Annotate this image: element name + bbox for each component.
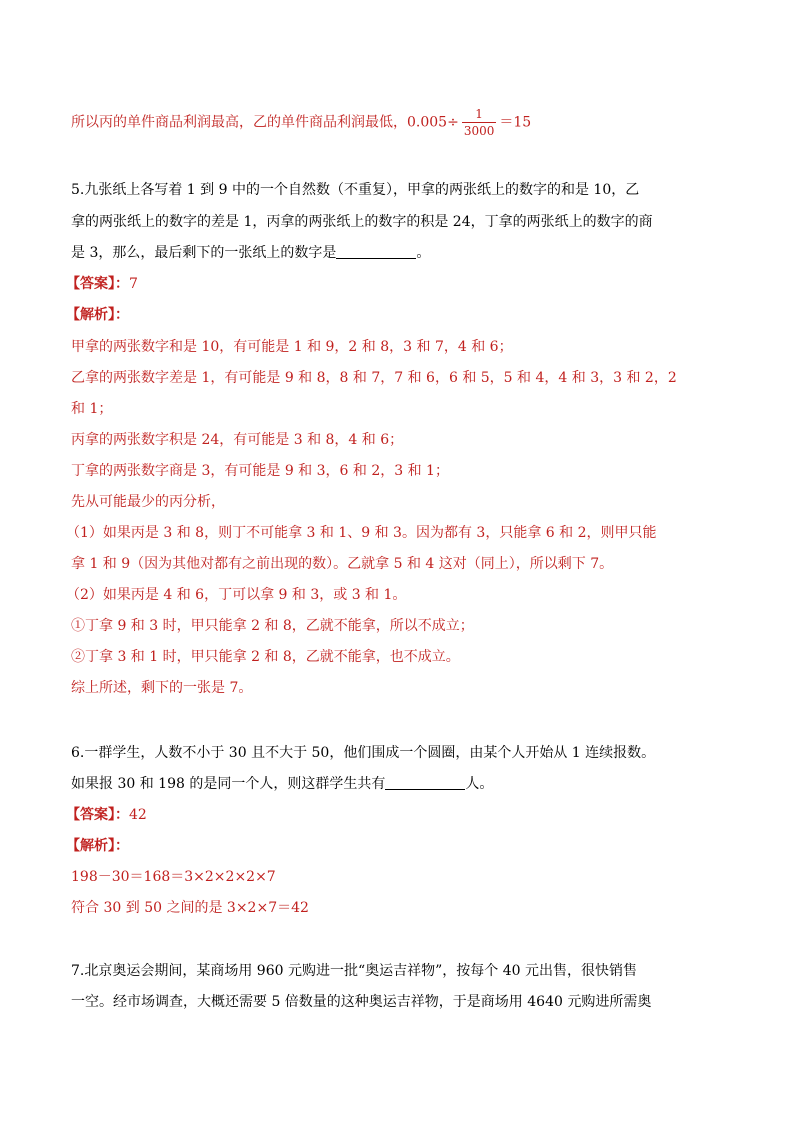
fraction-numerator: 1: [462, 106, 497, 123]
q5-analysis-line-8: 拿 1 和 9（因为其他对都有之前出现的数）。乙就拿 5 和 4 这对（同上），所以剩下 7。: [71, 556, 614, 572]
q5-analysis-line-7: [66, 523, 656, 543]
q6-line-2: [71, 774, 493, 794]
q5-analysis-line-5: [71, 461, 449, 481]
q5-a4-text: 丙拿的两张数字积是 24，有可能是: [71, 432, 294, 448]
q5-analysis-line-1: [71, 337, 513, 357]
q5-analysis-line-4: [71, 430, 403, 450]
q5-analysis-label: 【解析】：: [66, 307, 129, 323]
q5-analysis-line-11: [71, 647, 460, 667]
q5-answer-blank: [336, 244, 416, 259]
top-expr-start: 0.005÷: [407, 114, 459, 131]
q6-answer-label: 【答案】：: [66, 807, 129, 823]
q5-a4-red: 3 和 8，4 和 6；: [293, 432, 404, 448]
q6-a2-text: 符合: [71, 900, 104, 916]
q5-analysis-line-12: [71, 678, 252, 698]
q5-line-2: 拿的两张纸上的数字的差是 1，丙拿的两张纸上的数字的积是 24，丁拿的两张纸上的数字的商: [71, 214, 653, 230]
q5-a5-text: 丁拿的两张数字商是 3，有可能是: [71, 463, 285, 479]
q6-a2-mid: 到: [121, 900, 145, 916]
q6-analysis: [66, 836, 129, 856]
q5-a10-red: ①丁拿: [71, 618, 113, 634]
fraction: [462, 106, 497, 139]
q5-a10-post: 9 和 3 时，甲只能拿 2 和 8，乙就不能拿，所以不成立；: [113, 618, 474, 634]
q5-a7-mid: ，则丁不可能拿 3 和 1、9 和 3。因为都有 3，只能拿 6 和 2，则甲只能: [204, 525, 657, 541]
q5-a7-red: 3 和 8: [163, 525, 205, 541]
q5-line-3-text: 是 3，那么，最后剩下的一张纸上的数字是: [71, 245, 337, 261]
q6-analysis-line-1: 198－30＝168＝3×2×2×2×7: [71, 869, 276, 885]
q5-a11-red: ②丁拿: [71, 649, 113, 665]
q6-answer-value: 42: [129, 807, 147, 823]
q5-line-3: [71, 243, 430, 263]
q6-line-1: 6.一群学生，人数不小于 30 且不大于 50，他们围成一个圆圈，由某个人开始从 1 连续报数。: [71, 745, 656, 761]
q5-analysis-line-10: [71, 616, 474, 636]
q5-line-3-end: 。: [416, 245, 431, 261]
q5-analysis-line-2: [71, 368, 677, 388]
q6-a2-red-3: 3×2×7＝42: [226, 900, 309, 916]
q5-a9-post: ，丁可以拿 9 和 3，或 3 和 1。: [204, 587, 407, 603]
q6-line-2-end: 人。: [465, 776, 494, 792]
q5-answer-label: 【答案】：: [66, 276, 129, 292]
top-conclusion-line: [71, 106, 531, 139]
q7-line-2: 一空。经市场调查，大概还需要 5 倍数量的这种奥运吉祥物，于是商场用 4640 元购进所需奥: [71, 994, 652, 1010]
top-conclusion-text: 所以丙的单件商品利润最高，乙的单件商品利润最低，: [71, 114, 407, 131]
q5-analysis-line-9: [66, 585, 406, 605]
q5-a9-red: 4 和 6: [163, 587, 205, 603]
q5-a5-red: 9 和 3，6 和 2，3 和 1；: [284, 463, 449, 479]
q5-a1-red: 1 和 9，2 和 8，3 和 7，4 和 6；: [293, 339, 513, 355]
q5-a7-text: （1）如果丙是: [66, 525, 164, 541]
fraction-denominator: 3000: [463, 124, 495, 138]
q5-analysis-line-3: 和 1；: [71, 401, 113, 417]
q6-answer: [66, 805, 147, 825]
q6-analysis-label: 【解析】：: [66, 838, 129, 854]
q5-a12-red: 7: [229, 680, 239, 696]
q6-answer-blank: [385, 775, 465, 790]
q5-a2-text: 乙拿的两张数字差是 1，有可能是: [71, 370, 285, 386]
q6-a2-red-1: 30: [103, 900, 122, 916]
q6-analysis-line-2: [71, 898, 309, 918]
q5-a12-post: 。: [238, 680, 253, 696]
q5-analysis-line-6: 先从可能最少的丙分析，: [71, 494, 225, 510]
q6-line-2-text: 如果报 30 和 198 的是同一个人，则这群学生共有: [71, 776, 386, 792]
q7-line-1: 7.北京奥运会期间，某商场用 960 元购进一批“奥运吉祥物”，按每个 40 元出售，很快销售: [71, 963, 638, 979]
q5-analysis: [66, 305, 129, 325]
q5-a12-text: 综上所述，剩下的一张是: [71, 680, 230, 696]
q5-answer-value: 7: [129, 276, 138, 292]
q5-a11-post: 3 和 1 时，甲只能拿 2 和 8，乙就不能拿，也不成立。: [113, 649, 460, 665]
q5-answer: [66, 274, 138, 294]
q6-a2-mid-2: 之间的是: [162, 900, 227, 916]
q5-line-1: 5.九张纸上各写着 1 到 9 中的一个自然数（不重复），甲拿的两张纸上的数字的和是 10，乙: [71, 182, 640, 198]
q5-a9-text: （2）如果丙是: [66, 587, 164, 603]
q6-a2-red-2: 50: [144, 900, 163, 916]
q5-a1-text: 甲拿的两张数字和是 10，有可能是: [71, 339, 294, 355]
q5-a2-red: 9 和 8，8 和 7，7 和 6，6 和 5，5 和 4，4 和 3，3 和 2，2: [284, 370, 677, 386]
top-expr-end: ＝15: [499, 114, 532, 131]
